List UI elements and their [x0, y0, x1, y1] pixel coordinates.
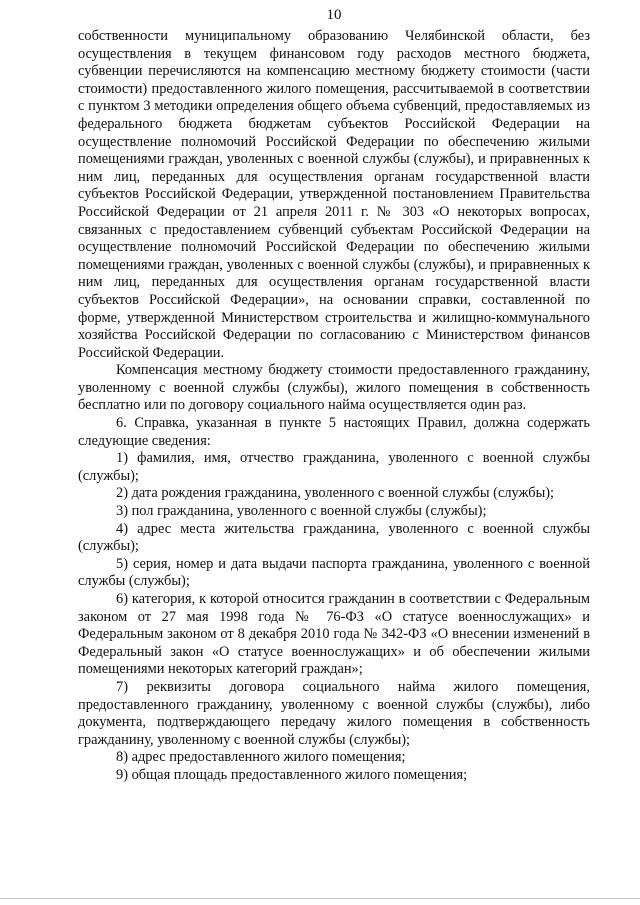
- list-item-4: 4) адрес места жительства гражданина, уволенного с военной службы (службы);: [78, 520, 590, 555]
- list-item-7: 7) реквизиты договора социального найма жилого помещения, предоставленного гражданину, уволенному с военной службы (службы), либо документа, подтверждающего передачу жилого помещения в собственность гражданину, уволенному с военной службы (службы);: [78, 678, 590, 748]
- list-item-9: 9) общая площадь предоставленного жилого помещения;: [116, 766, 468, 783]
- page-number: 10: [326, 7, 342, 23]
- list-item-3: 3) пол гражданина, уволенного с военной службы (службы);: [116, 503, 487, 520]
- paragraph-item-6: 6. Справка, указанная в пункте 5 настоящих Правил, должна содержать следующие сведения:: [78, 415, 590, 449]
- list-item-1: 1) фамилия, имя, отчество гражданина, уволенного с военной службы (службы);: [78, 450, 590, 484]
- footer-divider: [0, 898, 640, 899]
- list-item-2: 2) дата рождения гражданина, уволенного с военной службы (службы);: [116, 485, 555, 502]
- paragraph-compensation: Компенсация местному бюджету стоимости предоставленного гражданину, уволенному с военной службы (службы), жилого помещения в собственность бесплатно или по договору социального найма осуществляется один раз.: [78, 362, 590, 414]
- list-item-6: 6) категория, к которой относится гражданин в соответствии с Федеральным законом от 27 мая 1998 года № 76-ФЗ «О статусе военнослужащих» и Федеральным законом от 8 декабря 2010 года № 342-ФЗ «О внесении изменений в Федеральный закон «О статусе военнослужащих» и об обеспечении жилыми помещениями некоторых категорий граждан»;: [78, 591, 590, 678]
- list-item-8: 8) адрес предоставленного жилого помещения;: [116, 749, 406, 766]
- paragraph-continuation: собственности муниципальному образованию Челябинской области, без осуществления в текущем финансовом году расходов местного бюджета, субвенции перечисляются на компенсацию местному бюджету стоимости (части стоимости) предоставленного жилого помещения, рассчитываемой в соответствии с пунктом 3 методики определения общего объема субвенций, предоставляемых из федерального бюджета бюджетам субъектов Российской Федерации на осуществление полномочий Российской Федерации по обеспечению жилыми помещениями граждан, уволенных с военной службы (службы), и приравненных к ним лиц, переданных для осуществления органам государственной власти субъектов Российской Федерации, утвержденной постановлением Правительства Российской Федерации от 21 апреля 2011 г. № 303 «О некоторых вопросах, связанных с предоставлением субвенций субъектам Российской Федерации на осуществление полномочий Российской Федерации по обеспечению жилыми помещениями граждан, уволенных с военной службы (службы), и приравненных к ним лиц, переданных для осуществления органам государственной власти субъектов Российской Федерации», на основании справки, составленной по форме, утвержденной Министерством строительства и жилищно-коммунального хозяйства Российской Федерации по согласованию с Министерством финансов Российской Федерации.: [78, 28, 590, 361]
- list-item-5: 5) серия, номер и дата выдачи паспорта гражданина, уволенного с военной службы (службы);: [78, 555, 590, 590]
- document-body: [78, 28, 590, 785]
